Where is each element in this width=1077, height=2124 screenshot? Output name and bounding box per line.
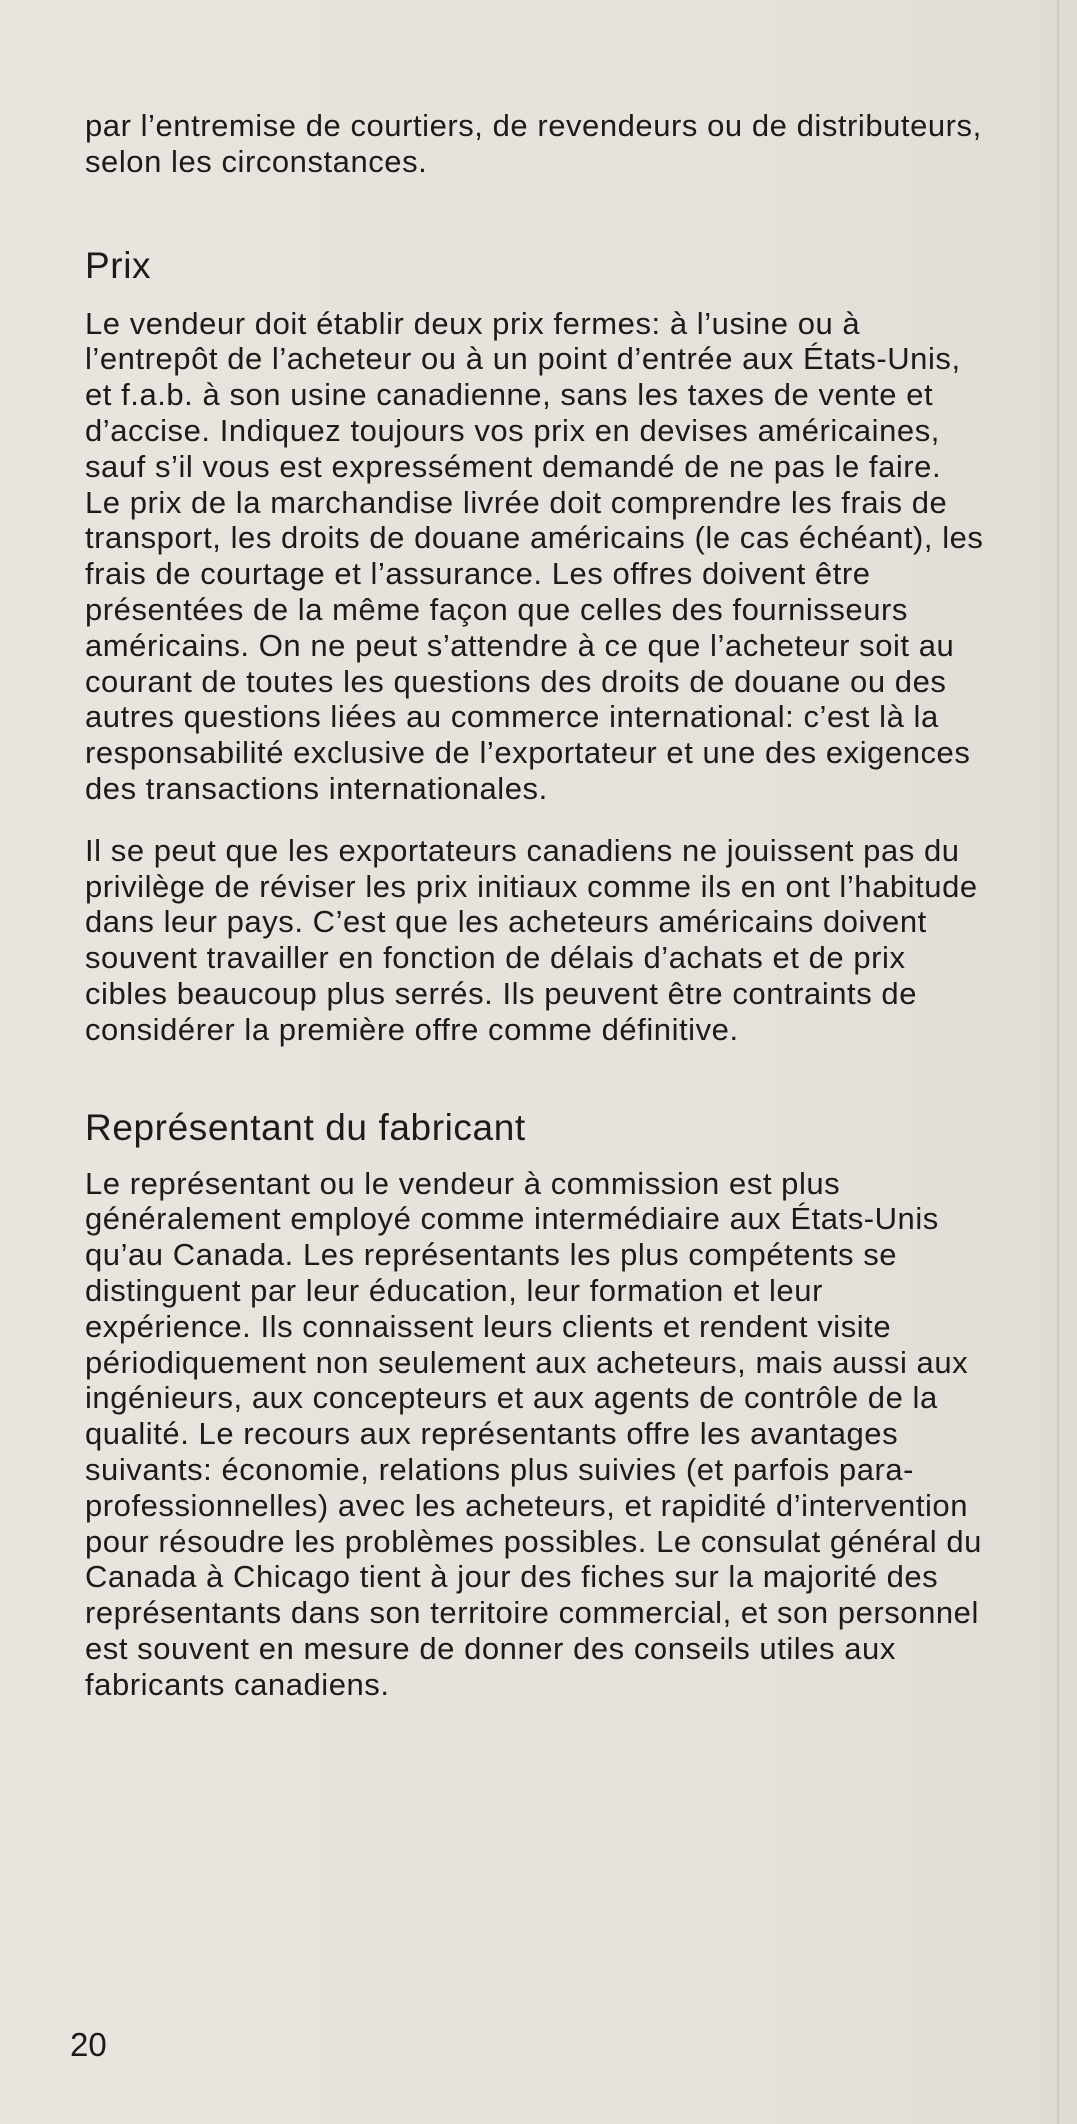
intro-paragraph: par l’entremise de courtiers, de revendeurs ou de distributeurs, selon les circonstances. xyxy=(85,108,982,179)
page-number: 20 xyxy=(70,2026,107,2063)
representant-paragraph-1: Le représentant ou le vendeur à commission est plus généralement employé comme intermédiaire aux États-Unis qu’au Canada. Les représentants les plus compétents se distinguent par leur éducation, leur formation et leur expérience. Ils connaissent leurs clients et rendent visite périodiquement non seulement aux acheteurs, mais aussi aux ingénieurs, aux concepteurs et aux agents de contrôle de la qualité. Le recours aux représentants offre les avantages suivants: économie, relations plus suivies (et parfois para-professionnelles) avec les acheteurs, et rapidité d’intervention pour résoudre les problèmes possibles. Le consulat général du Canada à Chicago tient à jour des fiches sur la majorité des représentants dans son territoire commercial, et son personnel est souvent en mesure de donner des conseils utiles aux fabricants canadiens. xyxy=(85,1165,982,1702)
prix-paragraph-1: Le vendeur doit établir deux prix fermes: à l’usine ou à l’entrepôt de l’acheteur ou à un point d’entrée aux États-Unis, et f.a.b. à son usine canadienne, sans les taxes de vente et d’accise. Indiquez toujours vos prix en devises américaines, sauf s’il vous est expressément demandé de ne pas le faire. Le prix de la marchandise livrée doit comprendre les frais de transport, les droits de douane américains (le cas échéant), les frais de courtage et l’assurance. Les offres doivent être présentées de la même façon que celles des fournisseurs américains. On ne peut s’attendre à ce que l’acheteur soit au courant de toutes les questions des droits de douane ou des autres questions liées au commerce international: c’est là la responsabilité exclusive de l’exportateur et une des exigences des transactions internationales. xyxy=(85,305,984,806)
text-column xyxy=(85,108,985,1702)
page-edge xyxy=(1057,0,1059,2124)
prix-paragraph-2: Il se peut que les exportateurs canadiens ne jouissent pas du privilège de réviser les prix initiaux comme ils en ont l’habitude dans leur pays. C’est que les acheteurs américains doivent souvent travailler en fonction de délais d’achats et de prix cibles beaucoup plus serrés. Ils peuvent être contraints de considérer la première offre comme définitive. xyxy=(85,832,978,1047)
section-heading-representant: Représentant du fabricant xyxy=(85,1106,526,1148)
section-heading-prix: Prix xyxy=(85,244,152,286)
